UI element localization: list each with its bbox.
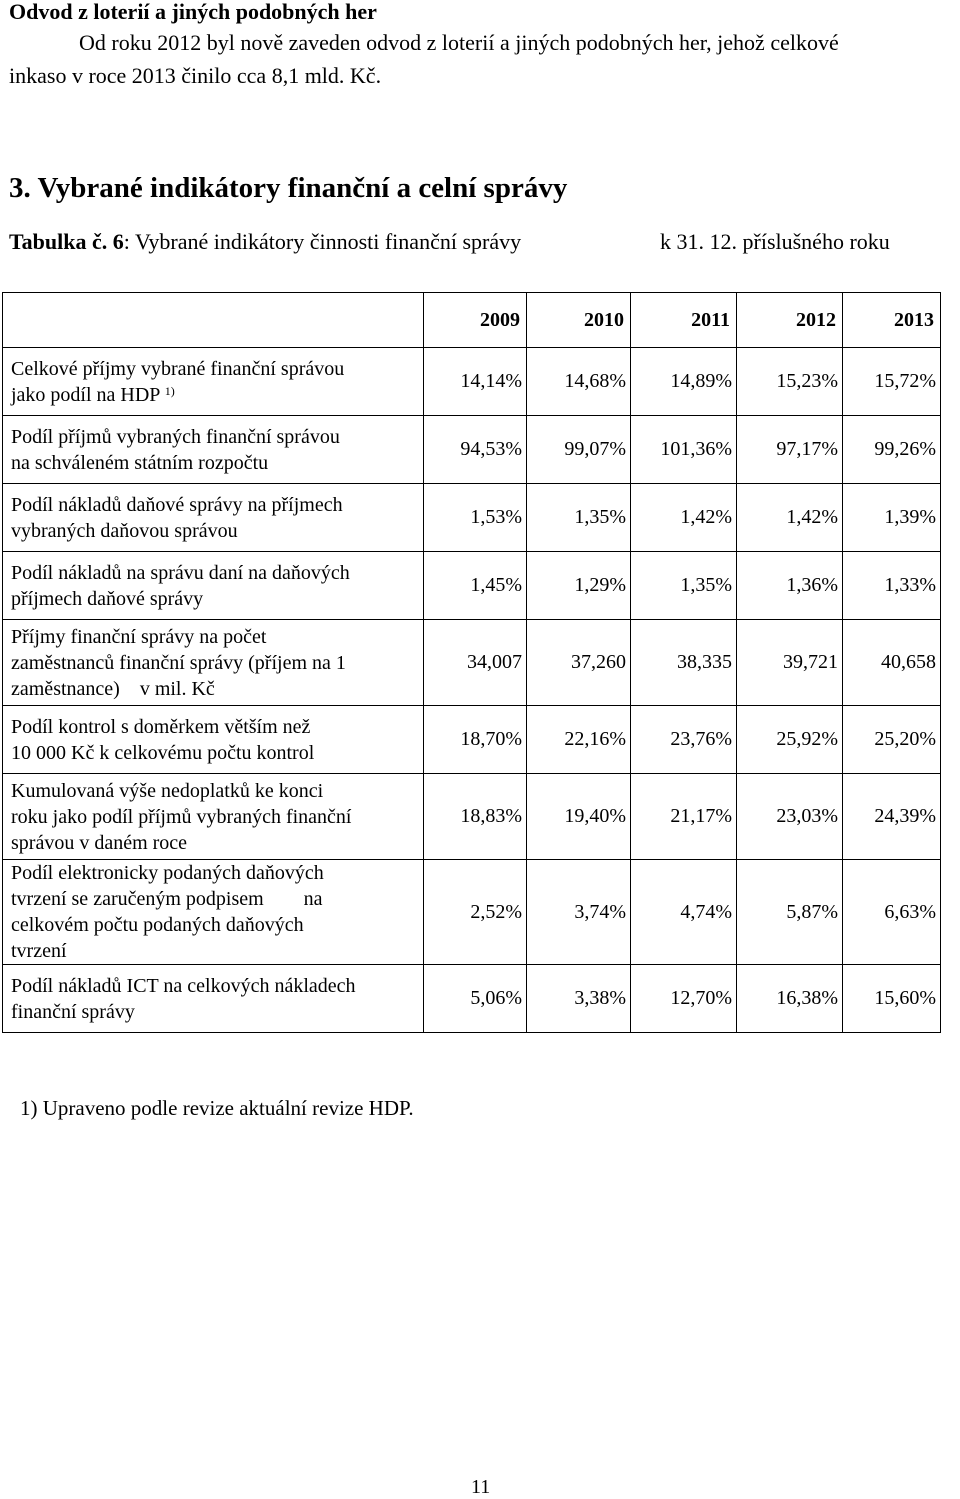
indicator-label-line: Kumulovaná výše nedoplatků ke konci: [11, 779, 324, 802]
indicator-label-line: roku jako podíl příjmů vybraných finanční: [11, 805, 352, 828]
indicator-value: 39,721: [737, 620, 843, 706]
indicator-label: [3, 860, 424, 965]
indicator-value: 1,42%: [737, 484, 843, 552]
indicator-value: 37,260: [527, 620, 631, 706]
indicator-value: 1,42%: [631, 484, 737, 552]
indicator-value: 1,39%: [843, 484, 941, 552]
indicator-value: 94,53%: [424, 416, 527, 484]
indicator-label-line: finanční správy: [11, 1000, 135, 1023]
table-caption-date: k 31. 12. příslušného roku: [660, 229, 890, 254]
indicator-value: 34,007: [424, 620, 527, 706]
indicator-value: 1,33%: [843, 552, 941, 620]
indicator-label-line: Podíl příjmů vybraných finanční správou: [11, 425, 340, 448]
indicator-value: 38,335: [631, 620, 737, 706]
indicator-value: 5,87%: [737, 860, 843, 965]
indicator-value: 2,52%: [424, 860, 527, 965]
indicator-value: 5,06%: [424, 965, 527, 1033]
table-row: [3, 965, 941, 1033]
indicator-value: 14,89%: [631, 348, 737, 416]
indicator-value: 21,17%: [631, 774, 737, 860]
indicator-label-line: Podíl kontrol s doměrkem větším než: [11, 715, 311, 738]
indicator-value: 6,63%: [843, 860, 941, 965]
table-row: [3, 620, 941, 706]
indicator-label: [3, 706, 424, 774]
indicator-value: 15,72%: [843, 348, 941, 416]
indicator-label-line: Podíl nákladů daňové správy na příjmech: [11, 493, 343, 516]
indicator-label: [3, 774, 424, 860]
indicator-label-line: Podíl nákladů ICT na celkových nákladech: [11, 974, 356, 997]
indicator-value: 99,26%: [843, 416, 941, 484]
year-header: 2013: [843, 293, 941, 348]
indicator-value: 19,40%: [527, 774, 631, 860]
table-row: [3, 552, 941, 620]
indicator-value: 40,658: [843, 620, 941, 706]
table-caption-text: : Vybrané indikátory činnosti finanční správy: [123, 229, 522, 254]
indicator-value: 1,35%: [631, 552, 737, 620]
indicator-value: 23,76%: [631, 706, 737, 774]
indicator-value: 1,35%: [527, 484, 631, 552]
table-row: [3, 774, 941, 860]
indicator-value: 15,60%: [843, 965, 941, 1033]
indicator-value: 15,23%: [737, 348, 843, 416]
indicator-value: 12,70%: [631, 965, 737, 1033]
indicator-value: 101,36%: [631, 416, 737, 484]
indicator-label-line: tvrzení se zaručeným podpisem na: [11, 888, 323, 910]
indicator-label: [3, 348, 424, 416]
indicator-label-line: vybraných daňovou správou: [11, 519, 238, 542]
table-row: [3, 706, 941, 774]
table-caption: [9, 229, 521, 255]
section-heading: Odvod z loterií a jiných podobných her: [9, 0, 377, 24]
header-corner-cell: [3, 293, 424, 348]
indicator-label-line: tvrzení: [11, 940, 67, 962]
indicator-value: 16,38%: [737, 965, 843, 1033]
indicator-label: [3, 484, 424, 552]
indicator-label-line: Podíl elektronicky podaných daňových: [11, 862, 324, 884]
indicator-label-line: správou v daném roce: [11, 831, 188, 854]
indicator-label-line: zaměstnance) v mil. Kč: [11, 677, 215, 700]
table-row: [3, 484, 941, 552]
indicator-value: 3,74%: [527, 860, 631, 965]
indicator-value: 4,74%: [631, 860, 737, 965]
indicator-label-line: celkovém počtu podaných daňových: [11, 914, 304, 936]
indicator-label: [3, 620, 424, 706]
page-number: 11: [471, 1476, 491, 1498]
year-header: 2009: [424, 293, 527, 348]
indicator-label-line: zaměstnanců finanční správy (příjem na 1: [11, 651, 346, 674]
indicator-label-line: Celkové příjmy vybrané finanční správou: [11, 357, 345, 380]
indicator-table: [2, 292, 941, 1033]
year-header: 2011: [631, 293, 737, 348]
indicator-value: 25,20%: [843, 706, 941, 774]
year-header-row: [3, 293, 941, 348]
year-header: 2012: [737, 293, 843, 348]
footnote: 1) Upraveno podle revize aktuální revize HDP.: [20, 1096, 414, 1120]
paragraph-line-1: Od roku 2012 byl nově zaveden odvod z loterií a jiných podobných her, jehož celkové: [79, 30, 839, 55]
indicator-value: 18,83%: [424, 774, 527, 860]
table-row: [3, 860, 941, 965]
footnote-marker: 1): [164, 383, 175, 398]
indicator-label: [3, 965, 424, 1033]
indicator-value: 1,53%: [424, 484, 527, 552]
table-caption-label: Tabulka č. 6: [9, 229, 124, 254]
table-row: [3, 416, 941, 484]
indicator-label-line: Příjmy finanční správy na počet: [11, 625, 267, 648]
indicator-label-line: příjmech daňové správy: [11, 587, 204, 610]
indicator-label: [3, 552, 424, 620]
indicator-value: 97,17%: [737, 416, 843, 484]
indicator-value: 23,03%: [737, 774, 843, 860]
indicator-value: 24,39%: [843, 774, 941, 860]
indicator-label-line: jako podíl na HDP: [11, 383, 160, 406]
indicator-value: 22,16%: [527, 706, 631, 774]
year-header: 2010: [527, 293, 631, 348]
indicator-value: 14,68%: [527, 348, 631, 416]
indicator-value: 1,45%: [424, 552, 527, 620]
indicator-value: 3,38%: [527, 965, 631, 1033]
indicator-label: [3, 416, 424, 484]
indicator-label-line: na schváleném státním rozpočtu: [11, 451, 269, 474]
indicator-value: 14,14%: [424, 348, 527, 416]
indicator-label-line: Podíl nákladů na správu daní na daňových: [11, 561, 350, 584]
indicator-value: 1,29%: [527, 552, 631, 620]
indicator-value: 18,70%: [424, 706, 527, 774]
indicator-value: 99,07%: [527, 416, 631, 484]
table-row: [3, 348, 941, 416]
indicator-value: 1,36%: [737, 552, 843, 620]
paragraph-line-2: inkaso v roce 2013 činilo cca 8,1 mld. Kč.: [9, 63, 382, 88]
indicator-label-line: 10 000 Kč k celkovému počtu kontrol: [11, 741, 315, 764]
indicator-value: 25,92%: [737, 706, 843, 774]
chapter-title: 3. Vybrané indikátory finanční a celní správy: [9, 172, 568, 204]
